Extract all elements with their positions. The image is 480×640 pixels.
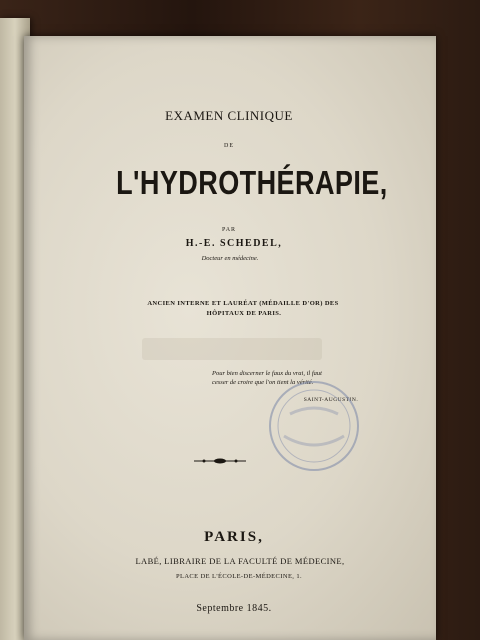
epigraph-line2: cesser de croire que l'on tient la vérité. xyxy=(212,379,314,386)
publisher-line: LABÉ, LIBRAIRE DE LA FACULTÉ DE MÉDECINE, xyxy=(135,556,345,566)
epigraph-author: SAINT-AUGUSTIN. xyxy=(303,397,359,403)
faded-stamp-mark xyxy=(142,338,322,360)
ornamental-divider xyxy=(192,456,248,466)
main-title: L'HYDROTHÉRAPIE, xyxy=(116,164,388,201)
title-page xyxy=(24,36,436,640)
title-line-par: PAR xyxy=(221,227,237,233)
author-name: H.-E. SCHEDEL, xyxy=(185,238,283,249)
library-stamp xyxy=(264,376,364,476)
title-line-de: DE xyxy=(224,143,234,149)
author-credentials-line1: ANCIEN INTERNE ET LAURÉAT (MÉDAILLE D'OR) DES xyxy=(147,300,339,307)
epigraph-line1: Pour bien discerner le faux du vrai, il faut xyxy=(212,370,322,377)
publication-city: PARIS, xyxy=(204,529,264,545)
publication-date: Septembre 1845. xyxy=(196,603,272,614)
title-line-examen: EXAMEN CLINIQUE xyxy=(165,108,293,123)
author-credentials-line2: HÔPITAUX DE PARIS. xyxy=(206,310,282,317)
author-title: Docteur en médecine. xyxy=(201,255,259,262)
publisher-address: PLACE DE L'ÉCOLE-DE-MÉDECINE, 1. xyxy=(175,573,303,580)
